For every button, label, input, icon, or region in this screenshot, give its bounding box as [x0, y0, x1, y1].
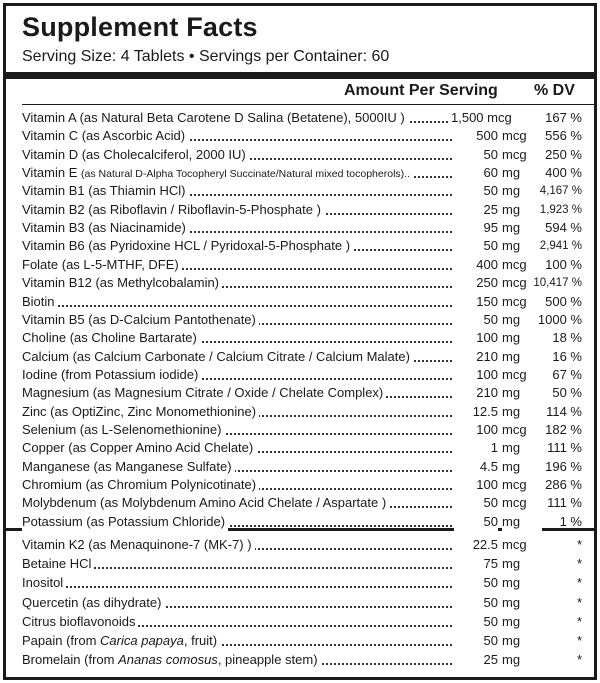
nutrient-name-text: Vitamin B12 (as Methylcobalamin) [22, 275, 220, 291]
amount-value: 210 [454, 384, 498, 402]
amount-unit: mcg [502, 127, 542, 145]
amount-unit: mg [502, 348, 542, 366]
nutrient-name [22, 476, 259, 494]
amount-value: 250 [454, 274, 498, 292]
amount-unit: mcg [502, 274, 542, 292]
daily-value: 114 % [546, 403, 582, 419]
nutrient-name [22, 237, 353, 255]
nutrient-name [22, 651, 321, 669]
amount-unit: mcg [502, 536, 542, 554]
nutrient-name [22, 574, 66, 592]
nutrient-name-text: Papain (from [22, 633, 101, 648]
amount-value: 400 [454, 256, 498, 274]
amount-value: 75 [454, 555, 498, 573]
amount-value: 1 [454, 439, 498, 457]
amount-unit: mcg [502, 476, 542, 494]
nutrient-name-text: Inositol [22, 575, 64, 591]
nutrient-row [22, 329, 580, 347]
amount-value: 22.5 [454, 536, 498, 554]
nutrient-name-text: Choline (as Choline Bartarate) [22, 330, 197, 346]
amount-unit: mg [502, 651, 542, 669]
amount-value: 50 [454, 574, 498, 592]
thick-divider-top [6, 72, 594, 79]
daily-value: * [576, 594, 582, 610]
daily-value: * [576, 652, 582, 668]
amount-value: 500 [454, 127, 498, 145]
daily-value: 67 % [552, 366, 582, 382]
nutrient-row [22, 293, 580, 311]
nutrient-name-text: Betaine HCl [22, 556, 92, 572]
daily-value: 167 % [545, 110, 582, 125]
nutrient-name [22, 458, 235, 476]
nutrient-name-text: Manganese (as Manganese Sulfate) [22, 458, 232, 474]
amount-unit: mcg [502, 146, 542, 164]
amount-unit: mg [502, 513, 542, 531]
amount-unit: mg [502, 237, 542, 255]
serving-info: Serving Size: 4 Tablets • Servings per Container: 60 [22, 48, 390, 65]
nutrient-row [22, 237, 580, 255]
nutrient-row [22, 536, 580, 554]
nutrient-name [22, 329, 200, 347]
nutrient-name-text: Calcium (as Calcium Carbonate / Calcium Citrate / Calcium Malate) [22, 348, 410, 364]
amount-unit: mg [502, 403, 542, 421]
amount-value: 50 [454, 632, 498, 650]
supplement-facts-panel [3, 3, 597, 680]
amount-header: Amount Per Serving [344, 82, 498, 99]
nutrient-row [22, 366, 580, 384]
nutrient-name [22, 182, 189, 200]
nutrient-row [22, 632, 580, 650]
amount-value: 50 [454, 311, 498, 329]
nutrient-name-text: Vitamin B2 (as Riboflavin / Riboflavin-5-Phosphate ) [22, 201, 321, 217]
amount-unit: mg [502, 439, 542, 457]
nutrient-name-text: Zinc (as OptiZinc, Zinc Monomethionine) [22, 403, 257, 419]
nutrient-name [22, 536, 255, 554]
nutrient-row [22, 109, 580, 127]
nutrient-row [22, 403, 580, 421]
nutrient-name-text: Copper (as Copper Amino Acid Chelate) [22, 440, 254, 456]
nutrient-name-text: Vitamin B3 (as Niacinamide) [22, 220, 186, 236]
amount-unit: mg [502, 555, 542, 573]
nutrient-row [22, 421, 580, 439]
daily-value: 1000 % [537, 311, 582, 327]
nutrient-row [22, 574, 580, 592]
nutrient-row [22, 613, 580, 631]
amount-unit: mcg [502, 256, 542, 274]
amount-value: 50 [454, 594, 498, 612]
nutrient-name [22, 109, 408, 127]
nutrient-name-text: Selenium (as L-Selenomethionine) [22, 421, 222, 437]
nutrient-row [22, 219, 580, 237]
daily-value: 16 % [552, 348, 582, 364]
amount-value: 4.5 [454, 458, 498, 476]
nutrient-row [22, 127, 580, 145]
amount-unit: mcg [502, 293, 542, 311]
amount-unit: mg [502, 632, 542, 650]
nutrient-name [22, 293, 58, 311]
nutrient-name-text: Vitamin E [22, 165, 82, 181]
amount-value: 12.5 [454, 403, 498, 421]
nutrient-name-text: Vitamin C (as Ascorbic Acid) [22, 128, 186, 144]
species-name: Ananas comosus [118, 652, 218, 668]
amount-unit: mcg [502, 494, 542, 512]
nutrient-source-note: (as Natural D-Alpha Tocopheryl Succinate/Natural mixed tocopherols).. [81, 168, 410, 181]
nutrient-row [22, 311, 580, 329]
nutrient-name [22, 219, 189, 237]
nutrient-name [22, 403, 259, 421]
nutrient-name-text: Vitamin D (as Cholecalciferol, 2000 IU) [22, 146, 246, 162]
nutrient-name-text: Biotin [22, 293, 55, 309]
daily-value: 250 % [545, 146, 582, 162]
daily-value: * [576, 613, 582, 629]
nutrient-row [22, 201, 580, 219]
amount-unit: mg [502, 384, 542, 402]
panel-title: Supplement Facts [22, 12, 258, 42]
daily-value: 400 % [545, 165, 582, 181]
daily-value: 18 % [552, 330, 582, 346]
nutrient-name-text: Bromelain (from [22, 652, 119, 668]
leader-dots [22, 305, 452, 307]
nutrient-name [22, 632, 220, 650]
nutrient-name [22, 164, 413, 183]
amount-value: 50 [454, 513, 498, 531]
daily-value: 500 % [545, 293, 582, 309]
nutrient-row [22, 458, 580, 476]
amount-unit: mcg [502, 366, 542, 384]
nutrient-row [22, 476, 580, 494]
header-underline [22, 104, 594, 105]
nutrient-row [22, 348, 580, 366]
nutrient-name [22, 594, 164, 612]
amount-value: 100 [454, 476, 498, 494]
daily-value: 10,417 % [533, 277, 582, 290]
nutrient-name-text: Folate (as L-5-MTHF, DFE) [22, 256, 179, 272]
nutrient-name-text: Iodine (from Potassium iodide) [22, 366, 199, 382]
nutrient-name-text: Molybdenum (as Molybdenum Amino Acid Chelate / Aspartate ) [22, 495, 387, 511]
nutrient-name-suffix: , pineapple stem) [217, 652, 318, 668]
amount-unit: mg [502, 164, 542, 182]
daily-value: * [576, 575, 582, 591]
daily-value: 2,941 % [539, 240, 582, 253]
amount-value: 100 [454, 421, 498, 439]
nutrient-row [22, 256, 580, 274]
daily-value: 556 % [545, 128, 582, 144]
nutrient-name [22, 555, 94, 573]
daily-value: * [576, 633, 582, 648]
amount-unit: mg [502, 311, 542, 329]
nutrient-name [22, 384, 386, 402]
nutrient-name-text: Vitamin A (as Natural Beta Carotene D Salina (Betatene), 5000IU ) [22, 110, 405, 125]
daily-value: 196 % [545, 458, 582, 474]
nutrient-row [22, 651, 580, 669]
amount-unit: mg [502, 613, 542, 631]
nutrient-name-text: Magnesium (as Magnesium Citrate / Oxide / Chelate Complex) [22, 385, 384, 401]
amount-unit: mg [502, 182, 542, 200]
amount-unit: mcg [502, 421, 542, 439]
daily-value: 111 % [547, 495, 582, 511]
nutrient-name [22, 439, 256, 457]
nutrient-name [22, 348, 413, 366]
leader-dots [22, 586, 452, 588]
nutrient-name-text: Potassium (as Potassium Chloride) [22, 513, 226, 529]
amount-value: 50 [454, 613, 498, 631]
nutrient-row [22, 594, 580, 612]
nutrient-name [22, 127, 188, 145]
daily-value: * [576, 537, 582, 552]
nutrient-name-suffix: , fruit) [183, 633, 218, 648]
nutrient-row [22, 182, 580, 200]
daily-value: 594 % [545, 220, 582, 236]
amount-value: 100 [454, 329, 498, 347]
amount-value: 50 [454, 237, 498, 255]
species-name: Carica papaya [100, 633, 184, 648]
amount-value: 25 [454, 201, 498, 219]
nutrient-row [22, 274, 580, 292]
nutrient-name-text: Citrus bioflavonoids [22, 613, 136, 629]
nutrient-name [22, 274, 222, 292]
nutrient-name-text: Vitamin B6 (as Pyridoxine HCL / Pyridoxal-5-Phosphate ) [22, 238, 351, 254]
daily-value: 50 % [552, 385, 582, 401]
nutrient-row [22, 146, 580, 164]
daily-value: 1 % [559, 513, 582, 529]
amount-unit: mg [502, 458, 542, 476]
amount-value: 150 [454, 293, 498, 311]
nutrient-row [22, 439, 580, 457]
nutrient-name [22, 613, 138, 631]
amount-unit: mg [502, 329, 542, 347]
nutrient-row [22, 494, 580, 512]
nutrient-name-text: Vitamin K2 (as Menaquinone-7 (MK-7) ) [22, 537, 252, 552]
daily-value: * [576, 556, 582, 572]
amount-value: 50 [454, 182, 498, 200]
amount-value: 210 [454, 348, 498, 366]
nutrient-name [22, 513, 228, 531]
daily-value: 4,167 % [539, 185, 582, 198]
nutrient-row [22, 384, 580, 402]
amount-value: 60 [454, 164, 498, 182]
amount-unit: mg [502, 574, 542, 592]
nutrient-name [22, 201, 324, 219]
daily-value: 111 % [547, 440, 582, 456]
amount-per-serving: 1,500 mcg [448, 109, 561, 127]
amount-unit: mg [502, 201, 542, 219]
nutrient-row [22, 164, 580, 182]
nutrient-name [22, 494, 389, 512]
daily-value: 286 % [545, 477, 582, 492]
nutrient-name [22, 256, 182, 274]
nutrient-row [22, 555, 580, 573]
amount-value: 25 [454, 651, 498, 669]
amount-value: 100 [454, 366, 498, 384]
amount-unit: mg [502, 594, 542, 612]
nutrient-name [22, 366, 201, 384]
amount-value: 50 [454, 146, 498, 164]
daily-value: 182 % [545, 421, 582, 437]
nutrient-name-text: Vitamin B5 (as D-Calcium Pantothenate) [22, 311, 256, 327]
nutrient-name [22, 146, 249, 164]
dv-header: % DV [534, 82, 575, 99]
daily-value: 100 % [545, 256, 582, 272]
nutrient-name-text: Vitamin B1 (as Thiamin HCl) [22, 183, 186, 199]
amount-unit: mg [502, 219, 542, 237]
nutrient-name [22, 311, 259, 329]
nutrient-name-text: Chromium (as Chromium Polynicotinate) [22, 477, 257, 492]
amount-value: 95 [454, 219, 498, 237]
nutrient-name [22, 421, 224, 439]
daily-value: 1,923 % [539, 203, 582, 216]
nutrient-name-text: Quercetin (as dihydrate) [22, 594, 162, 610]
amount-value: 50 [454, 494, 498, 512]
